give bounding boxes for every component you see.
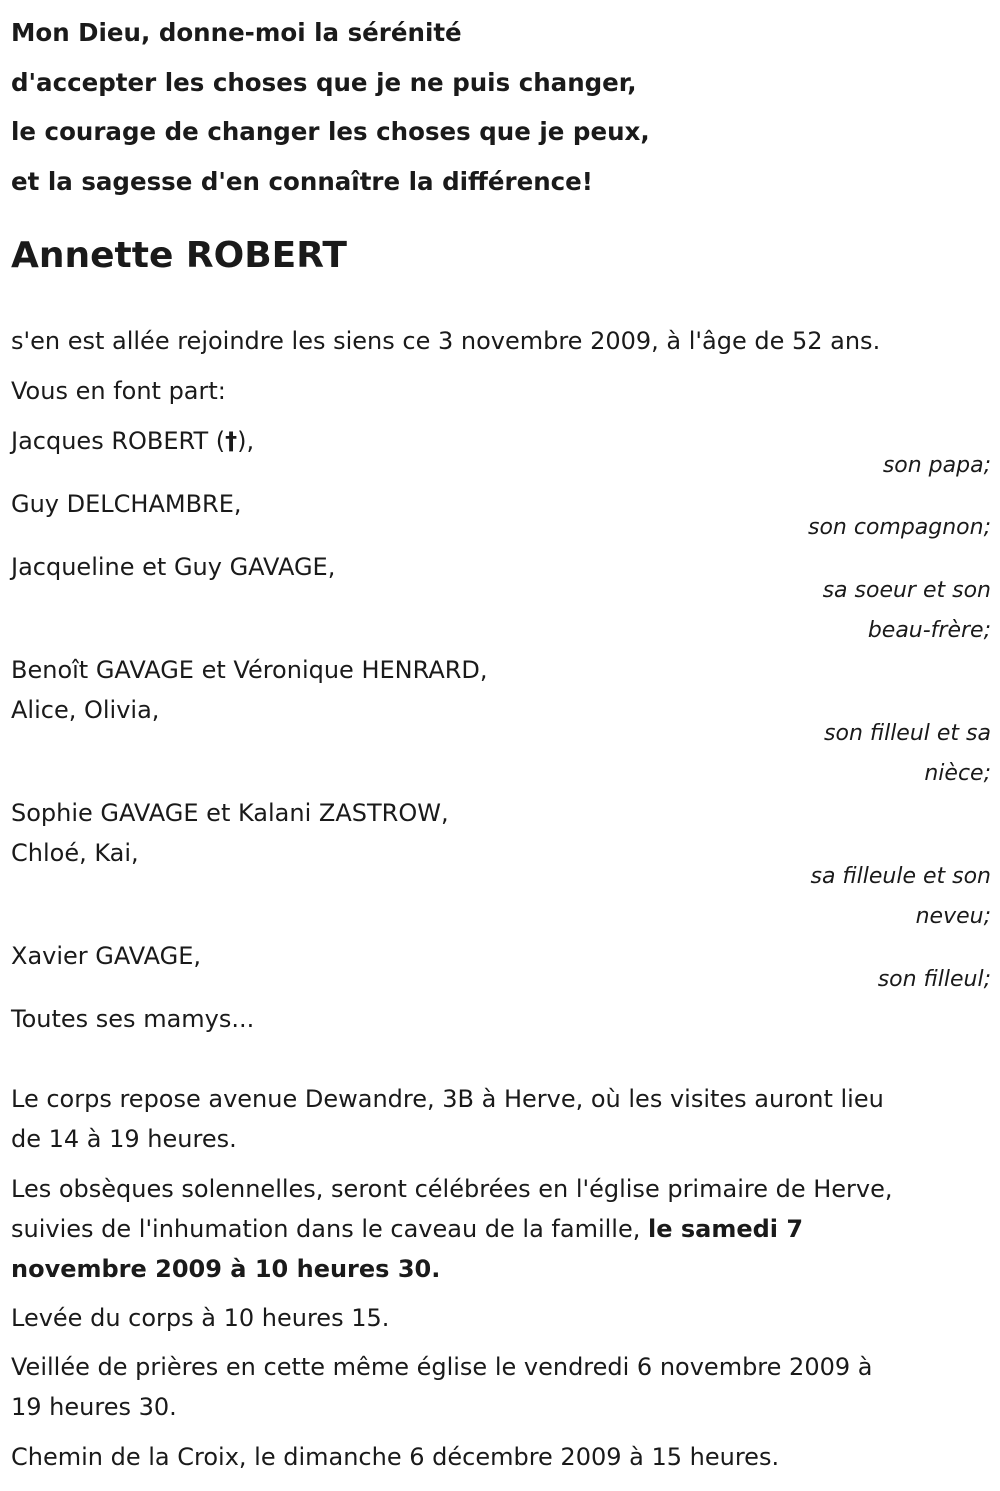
death-announcement: s'en est allée rejoindre les siens ce 3 novembre 2009, à l'âge de 52 ans. [11, 327, 881, 355]
family-member-name: Alice, Olivia, [11, 696, 160, 724]
cross-icon: † [225, 427, 238, 455]
serenity-prayer [11, 8, 650, 206]
visits-info: Le corps repose avenue Dewandre, 3B à Herve, où les visites auront lieu [11, 1085, 884, 1113]
chemin-croix-info: Chemin de la Croix, le dimanche 6 décembre 2009 à 15 heures. [11, 1443, 780, 1471]
family-member-name: Chloé, Kai, [11, 839, 139, 867]
prayer-line: d'accepter les choses que je ne puis changer, [11, 67, 637, 97]
family-member-name: Benoît GAVAGE et Véronique HENRARD, [11, 656, 488, 684]
prayer-line: le courage de changer les choses que je peux, [11, 117, 650, 146]
family-relation: sa soeur et son [822, 578, 991, 603]
funeral-date: le samedi 7 [648, 1215, 804, 1243]
prayer-line: Mon Dieu, donne-moi la sérénité [11, 18, 462, 47]
levee-info: Levée du corps à 10 heures 15. [11, 1304, 390, 1332]
family-relation: beau-frère; [867, 618, 991, 643]
veillee-info: Veillée de prières en cette même église le vendredi 6 novembre 2009 à [11, 1353, 873, 1381]
family-relation: sa filleule et son [810, 864, 991, 889]
family-member-name: Jacques ROBERT (†), [11, 427, 255, 455]
visits-info: de 14 à 19 heures. [11, 1125, 237, 1153]
prayer-line: et la sagesse d'en connaître la différence! [11, 166, 593, 196]
family-relation: neveu; [915, 904, 991, 929]
family-relation: son filleul et sa [824, 721, 991, 746]
funeral-info: suivies de l'inhumation dans le caveau de la famille, le samedi 7 [11, 1215, 804, 1243]
veillee-info: 19 heures 30. [11, 1393, 177, 1421]
family-member-name: Toutes ses mamys... [11, 1005, 255, 1033]
funeral-info: Les obsèques solennelles, seront célébrées en l'église primaire de Herve, [11, 1175, 893, 1203]
family-relation: son papa; [882, 453, 991, 478]
family-relation: nièce; [924, 761, 991, 786]
family-member-name: Guy DELCHAMBRE, [11, 490, 242, 518]
announcement-heading: Vous en font part: [11, 377, 226, 405]
family-member-name: Xavier GAVAGE, [11, 942, 202, 970]
family-relation: son filleul; [877, 967, 991, 992]
family-member-name: Jacqueline et Guy GAVAGE, [11, 553, 336, 581]
family-relation: son compagnon; [807, 515, 991, 540]
family-member-name: Sophie GAVAGE et Kalani ZASTROW, [11, 799, 449, 827]
deceased-name: Annette ROBERT [11, 235, 347, 276]
funeral-date: novembre 2009 à 10 heures 30. [11, 1255, 441, 1283]
